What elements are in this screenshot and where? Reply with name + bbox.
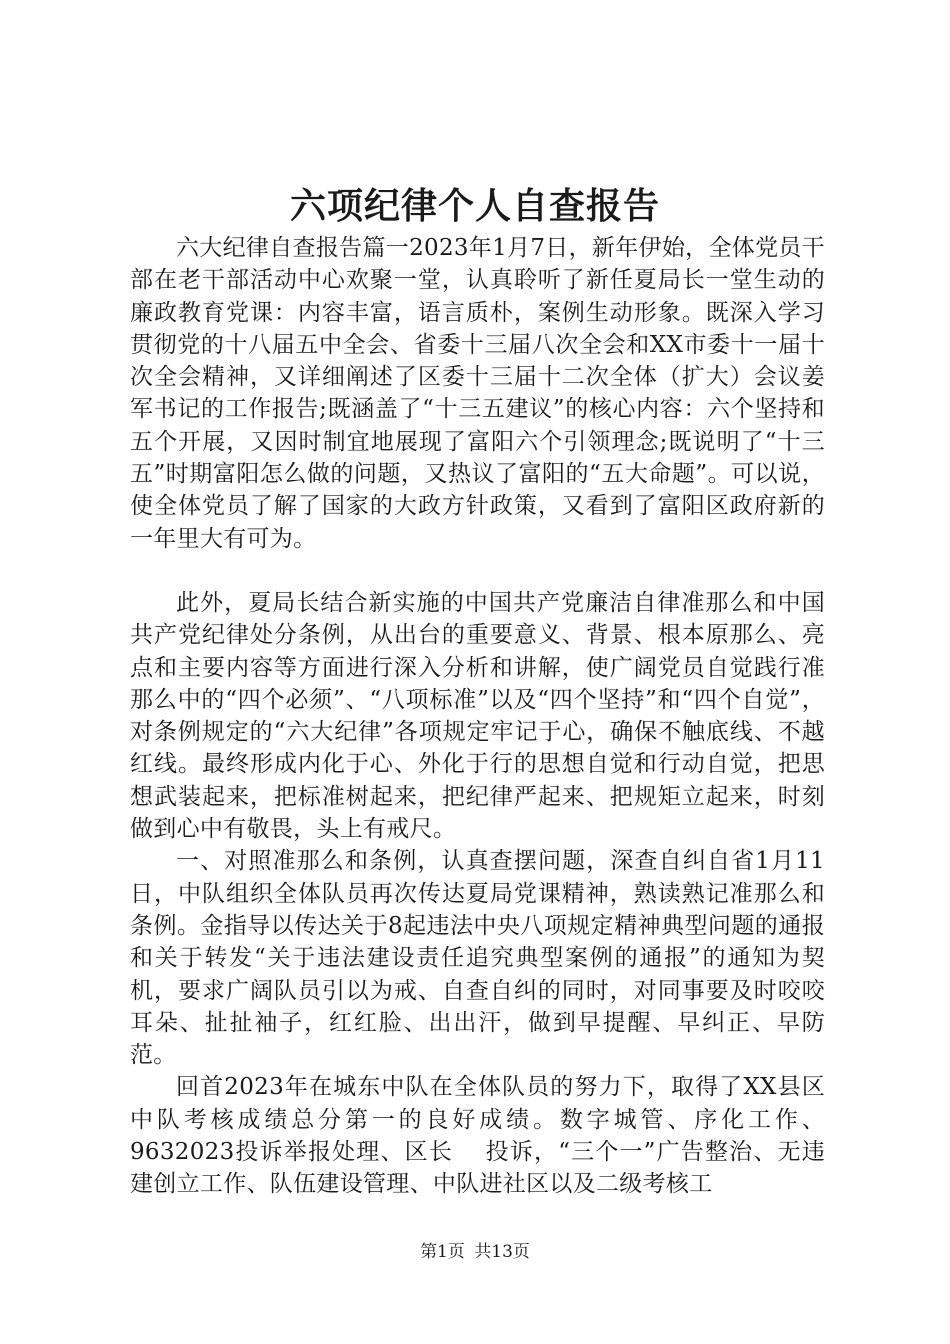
total-pages: 共13页 bbox=[474, 1242, 530, 1262]
page-number: 第1页 bbox=[420, 1242, 465, 1262]
document-body bbox=[130, 232, 825, 1201]
page-footer bbox=[0, 1240, 950, 1264]
paragraph-4: 回首2023年在城东中队在全体队员的努力下，取得了XX县区中队考核成绩总分第一的良好成绩。数字城管、序化工作、9632023投诉举报处理、区长 投诉，“三个一”广告整治、无违建创立工作、队伍建设管理、中队进社区以及二级考核工 bbox=[130, 1074, 825, 1198]
paragraph-3: 一、对照准那么和条例，认真查摆问题，深查自纠自省1月11日，中队组织全体队员再次传达夏局党课精神，熟读熟记准那么和条例。金指导以传达关于8起违法中央八项规定精神典型问题的通报和关于转发“关于违法建设责任追究典型案例的通报”的通知为契机，要求广阔队员引以为戒、自查自纠的同时，对同事要及时咬咬耳朵、扯扯袖子，红红脸、出出汗，做到早提醒、早纠正、早防范。 bbox=[130, 848, 825, 1069]
paragraph-1: 六大纪律自查报告篇一2023年1月7日，新年伊始，全体党员干部在老干部活动中心欢聚一堂，认真聆听了新任夏局长一堂生动的廉政教育党课：内容丰富，语言质朴，案例生动形象。既深入学习贯彻党的十八届五中全会、省委十三届八次全会和XX市委十一届十次全会精神，又详细阐述了区委十三届十二次全体（扩大）会议姜军书记的工作报告;既涵盖了“十三五建议”的核心内容：六个坚持和五个开展，又因时制宜地展现了富阳六个引领理念;既说明了“十三五”时期富阳怎么做的问题，又热议了富阳的“五大命题”。可以说，使全体党员了解了国家的大政方针政策，又看到了富阳区政府新的一年里大有可为。 bbox=[130, 235, 825, 552]
page-title: 六项纪律个人自查报告 bbox=[289, 185, 660, 227]
paragraph-2: 此外，夏局长结合新实施的中国共产党廉洁自律准那么和中国共产党纪律处分条例，从出台的重要意义、背景、根本原那么、亮点和主要内容等方面进行深入分析和讲解，使广阔党员自觉践行准那么中的“四个必须”、“八项标准”以及“四个坚持”和“四个自觉”，对条例规定的“六大纪律”各项规定牢记于心，确保不触底线、不越红线。最终形成内化于心、外化于行的思想自觉和行动自觉，把思想武装起来，把标准树起来，把纪律严起来、把规矩立起来，时刻做到心中有敬畏，头上有戒尺。 bbox=[130, 589, 825, 843]
